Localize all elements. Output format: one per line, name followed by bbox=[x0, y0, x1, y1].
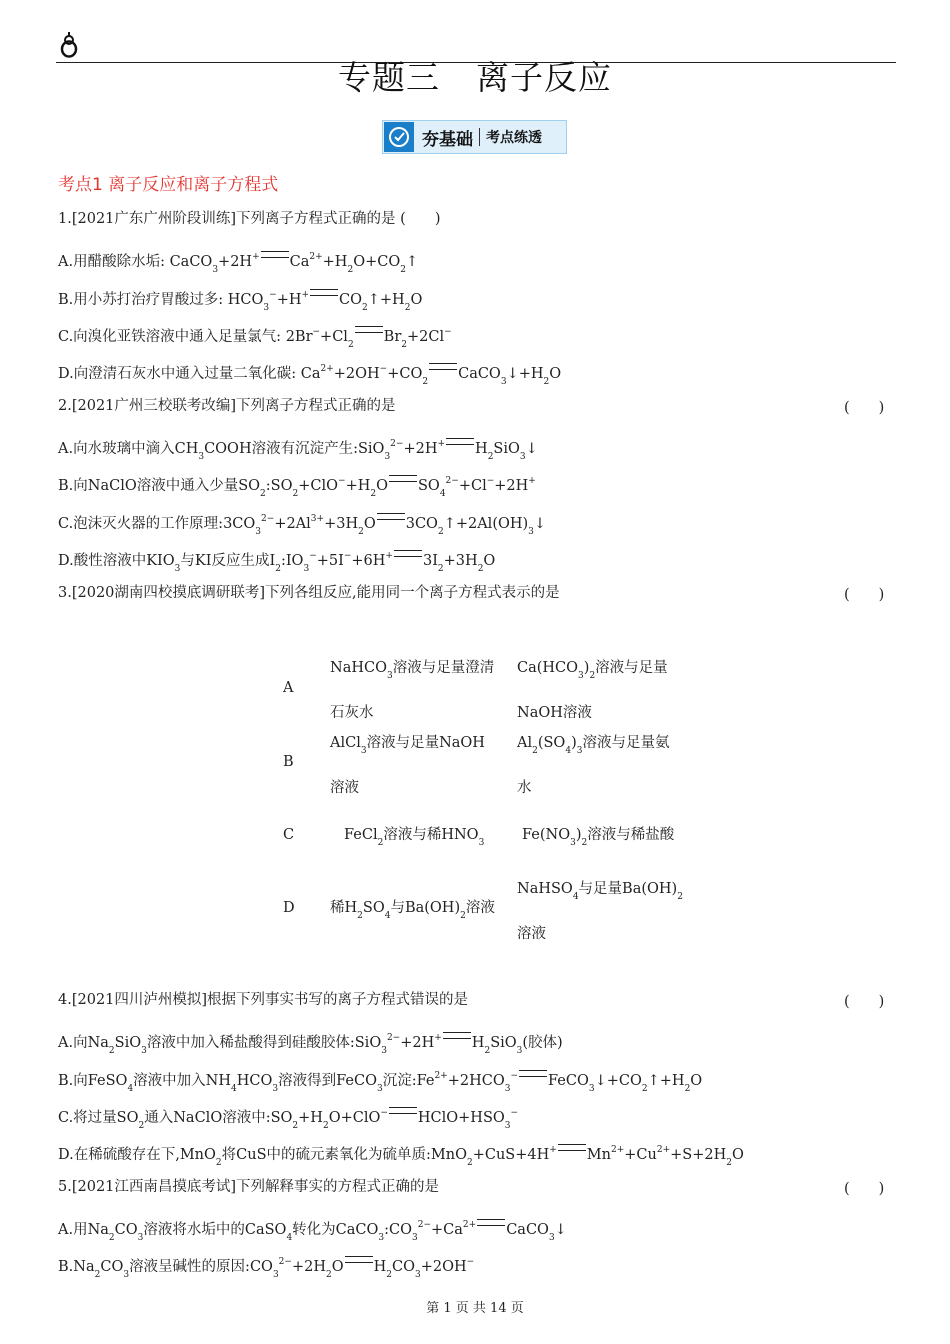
q3-row-c-col1: FeCl$_2$溶液与稀$HNO_3$ bbox=[344, 827, 485, 848]
q4-option-b: B.向FeSO$_4$溶液中加入$NH_4HCO_3$溶液得到FeCO$_3$沉淀$:Fe^{2+}+2HCO_3^-$ $FeCO_3↓+CO_2↑+H_2O$ bbox=[58, 1071, 703, 1094]
q1-stem: 1.[2021广东广州阶段训练]下列离子方程式正确的是 ( ) bbox=[58, 211, 441, 227]
q3-row-c-label: C bbox=[283, 827, 295, 843]
q1-option-a: A.用醋酸除水垢: CaCO$_3$+2H+ $Ca^{2+}+H_2O+CO_2↑$ bbox=[58, 252, 419, 275]
q4-option-d: D.在稀硫酸存在下,MnO$_2$将CuS中的硫元素氧化为硫单质:MnO$_2$+CuS+4H+ $Mn^{2+}+Cu^{2+}+S+2H_2O$ bbox=[58, 1145, 744, 1168]
q3-row-d-col2: NaHSO$_4$与足量$Ba(OH)_2$ 溶液 bbox=[517, 881, 683, 942]
q3-row-b-col1: AlCl$_3$溶液与足量NaOH 溶液 bbox=[330, 735, 485, 796]
section-badge bbox=[382, 120, 567, 154]
q2-option-c: C.泡沫灭火器的工作原理$:3CO_3^{2-}+2Al^{3+}+3H_2O$ $3CO_2↑+2Al(OH)_3↓$ bbox=[58, 514, 547, 537]
section-heading: 考点1 离子反应和离子方程式 bbox=[58, 175, 279, 195]
q5-option-b: $B.Na_2CO_3$溶液呈碱性的原因$:CO_3^{2-}+2H_2O$ $H_2CO_3+2OH^-$ bbox=[58, 1257, 475, 1280]
q3-row-b-col2: $Al_2(SO_4)_3$溶液与足量氨 水 bbox=[517, 735, 670, 796]
q3-row-b-label: B bbox=[283, 754, 294, 770]
q2-option-d: D.酸性溶液中$KIO_3$与KI反应生成$I_2:IO_3^-+5I^-+6H^+$ $3I_2+3H_2O$ bbox=[58, 551, 496, 574]
q3-row-a-col1: NaHCO$_3$溶液与足量澄清 石灰水 bbox=[330, 660, 495, 721]
q2-stem: 2.[2021广州三校联考改编]下列离子方程式正确的是 bbox=[58, 398, 396, 414]
q3-row-c-col2: $Fe(NO_3)_2$溶液与稀盐酸 bbox=[522, 827, 675, 848]
q3-stem: 3.[2020湖南四校摸底调研联考]下列各组反应,能用同一个离子方程式表示的是 bbox=[58, 585, 560, 601]
page-number: 第 1 页 共 14 页 bbox=[426, 1301, 524, 1316]
q3-answer-paren: ( ) bbox=[844, 587, 885, 603]
page-title bbox=[0, 52, 950, 99]
title-part-1: 专题三 bbox=[338, 58, 440, 97]
badge-main-label: 夯基础 bbox=[422, 129, 473, 150]
badge-sub-label: 考点练透 bbox=[486, 130, 542, 146]
q1-option-d: D.向澄清石灰水中通入过量二氧化碳: $Ca^{2+}+2OH^-+CO_2$ $CaCO_3↓+H_2O$ bbox=[58, 364, 562, 387]
q2-answer-paren: ( ) bbox=[844, 400, 885, 416]
q5-answer-paren: ( ) bbox=[844, 1181, 885, 1197]
q4-answer-paren: ( ) bbox=[844, 994, 885, 1010]
q3-row-d-label: D bbox=[283, 900, 295, 916]
q5-stem: 5.[2021江西南昌摸底考试]下列解释事实的方程式正确的是 bbox=[58, 1179, 440, 1195]
q5-option-a: A.用$Na_2CO_3$溶液将水垢中的CaSO$_4$转化为$CaCO_3:CO_3^{2-}+Ca^{2+}$ CaCO$_3$↓ bbox=[58, 1220, 567, 1243]
q3-row-d-col1: 稀$H_2SO_4$与$Ba(OH)_2$溶液 bbox=[330, 900, 495, 921]
q4-option-c: C.将过量$SO_2$通入NaClO溶液中$:SO_2+H_2O+ClO^-$ $HClO+HSO_3^-$ bbox=[58, 1108, 519, 1131]
q3-row-a-col2: $Ca(HCO_3)_2$溶液与足量 NaOH溶液 bbox=[517, 660, 668, 721]
q2-option-b: B.向NaClO溶液中通入少量$SO_2:SO_2+ClO^-+H_2O$ $SO_4^{2-}+Cl^-+2H^+$ bbox=[58, 476, 536, 499]
target-icon bbox=[384, 122, 414, 152]
title-part-2: 离子反应 bbox=[476, 58, 612, 97]
q2-option-a: A.向水玻璃中滴入$CH_3COOH$溶液有沉淀产生:SiO$_3^{2-}$+2H+ $H_2SiO_3↓$ bbox=[58, 439, 538, 462]
q1-option-c: C.向溴化亚铁溶液中通入足量氯气: $2Br^-+Cl_2$ $Br_2+2Cl^-$ bbox=[58, 327, 452, 350]
q1-option-b: B.用小苏打治疗胃酸过多: $HCO_3^-+H^+$ $CO_2↑+H_2O$ bbox=[58, 290, 423, 313]
badge-divider bbox=[479, 128, 480, 146]
q4-option-a: A.向$Na_2SiO_3$溶液中加入稀盐酸得到硅酸胶体:SiO$_3^{2-}$+2H+ $H_2SiO_3$(胶体) bbox=[58, 1033, 563, 1056]
q4-stem: 4.[2021四川泸州模拟]根据下列事实书写的离子方程式错误的是 bbox=[58, 992, 469, 1008]
q3-row-a-label: A bbox=[283, 680, 294, 696]
